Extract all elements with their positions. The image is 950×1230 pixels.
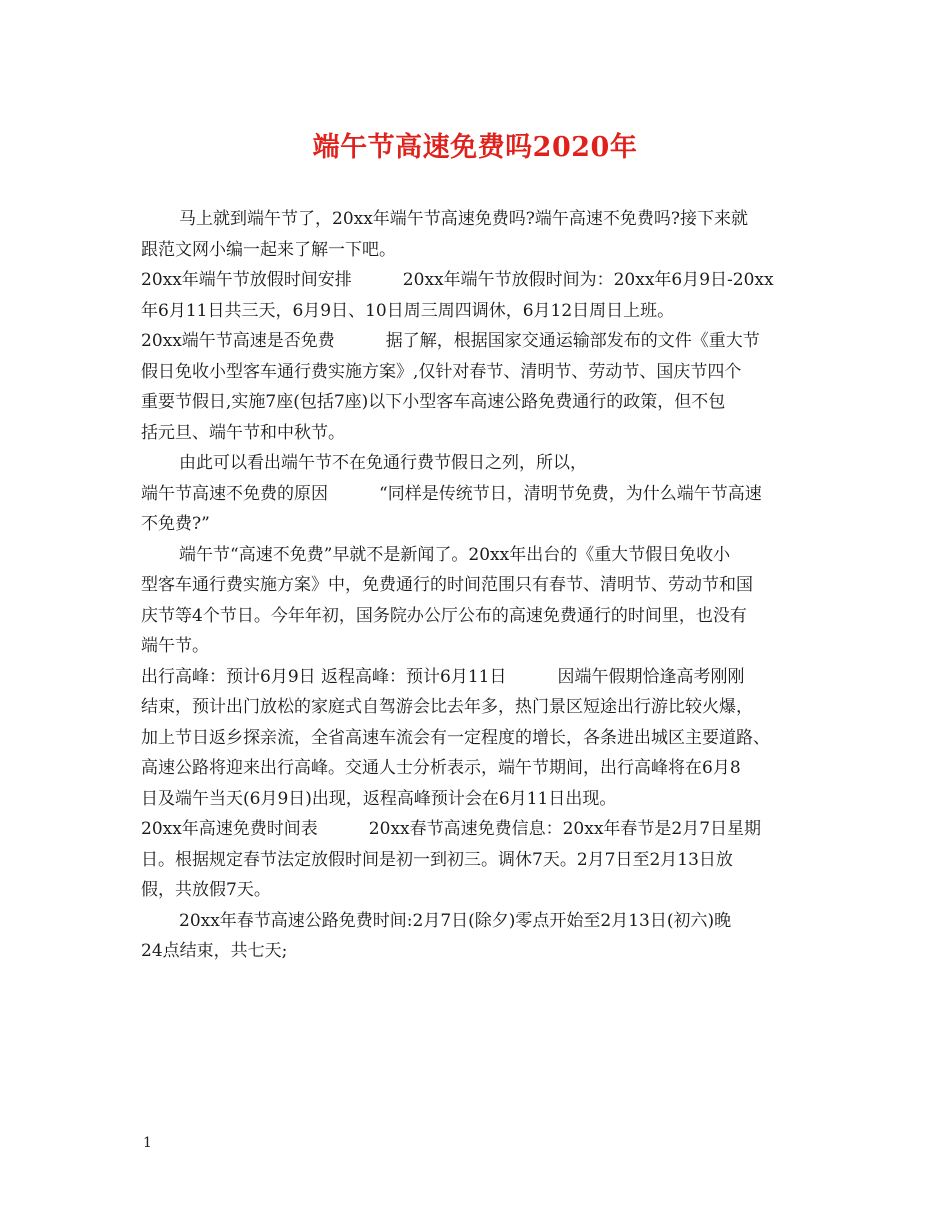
text-line: 出行高峰：预计6月9日 返程高峰：预计6月11日 因端午假期恰逢高考刚刚: [141, 666, 745, 687]
text-line: 24点结束，共七天;: [141, 941, 288, 961]
text-line: 重要节假日,实施7座(包括7座)以下小型客车高速公路免费通行的政策，但不包: [141, 392, 726, 412]
text-line: 加上节日返乡探亲流，全省高速车流会有一定程度的增长，各条进出城区主要道路、: [141, 727, 770, 748]
text-line: 括元旦、端午节和中秋节。: [141, 422, 345, 443]
text-line: 20xx年春节高速公路免费时间:2月7日(除夕)零点开始至2月13日(初六)晚: [179, 910, 732, 931]
text-line: 高速公路将迎来出行高峰。交通人士分析表示，端午节期间，出行高峰将在6月8: [141, 758, 741, 778]
text-line: 马上就到端午节了，20xx年端午节高速免费吗?端午高速不免费吗?接下来就: [179, 209, 749, 229]
text-line: 型客车通行费实施方案》中，免费通行的时间范围只有春节、清明节、劳动节和国: [141, 575, 753, 595]
text-line: 年6月11日共三天，6月9日、10日周三周四调休，6月12日周日上班。: [141, 300, 675, 321]
text-line: 端午节高速不免费的原因 “同样是传统节日，清明节免费，为什么端午节高速: [141, 483, 762, 504]
text-line: 假，共放假7天。: [141, 880, 271, 900]
text-line: 端午节“高速不免费”早就不是新闻了。20xx年出台的《重大节假日免收小: [179, 544, 731, 565]
text-line: 端午节。: [141, 636, 209, 656]
text-line: 假日免收小型客车通行费实施方案》,仅针对春节、清明节、劳动节、国庆节四个: [141, 361, 742, 382]
text-line: 由此可以看出端午节不在免通行费节假日之列，所以，: [179, 453, 587, 473]
text-line: 结束，预计出门放松的家庭式自驾游会比去年多，热门景区短途出行游比较火爆，: [141, 697, 753, 717]
text-line: 20xx端午节高速是否免费 据了解，根据国家交通运输部发布的文件《重大节: [141, 331, 760, 351]
page-number: 1: [143, 1135, 152, 1151]
text-line: 跟范文网小编一起来了解一下吧。: [141, 239, 396, 260]
text-line: 不免费?”: [141, 514, 210, 534]
document-title: 端午节高速免费吗2020年: [312, 132, 638, 163]
text-line: 20xx年高速免费时间表 20xx春节高速免费信息：20xx年春节是2月7日星期: [141, 819, 762, 839]
document-body: [141, 204, 821, 967]
text-line: 日及端午当天(6月9日)出现，返程高峰预计会在6月11日出现。: [141, 788, 617, 809]
text-line: 20xx年端午节放假时间安排 20xx年端午节放假时间为：20xx年6月9日-20xx: [141, 270, 774, 290]
text-line: 日。根据规定春节法定放假时间是初一到初三。调休7天。2月7日至2月13日放: [141, 849, 733, 870]
text-line: 庆节等4个节日。今年年初，国务院办公厅公布的高速免费通行的时间里，也没有: [141, 605, 747, 626]
